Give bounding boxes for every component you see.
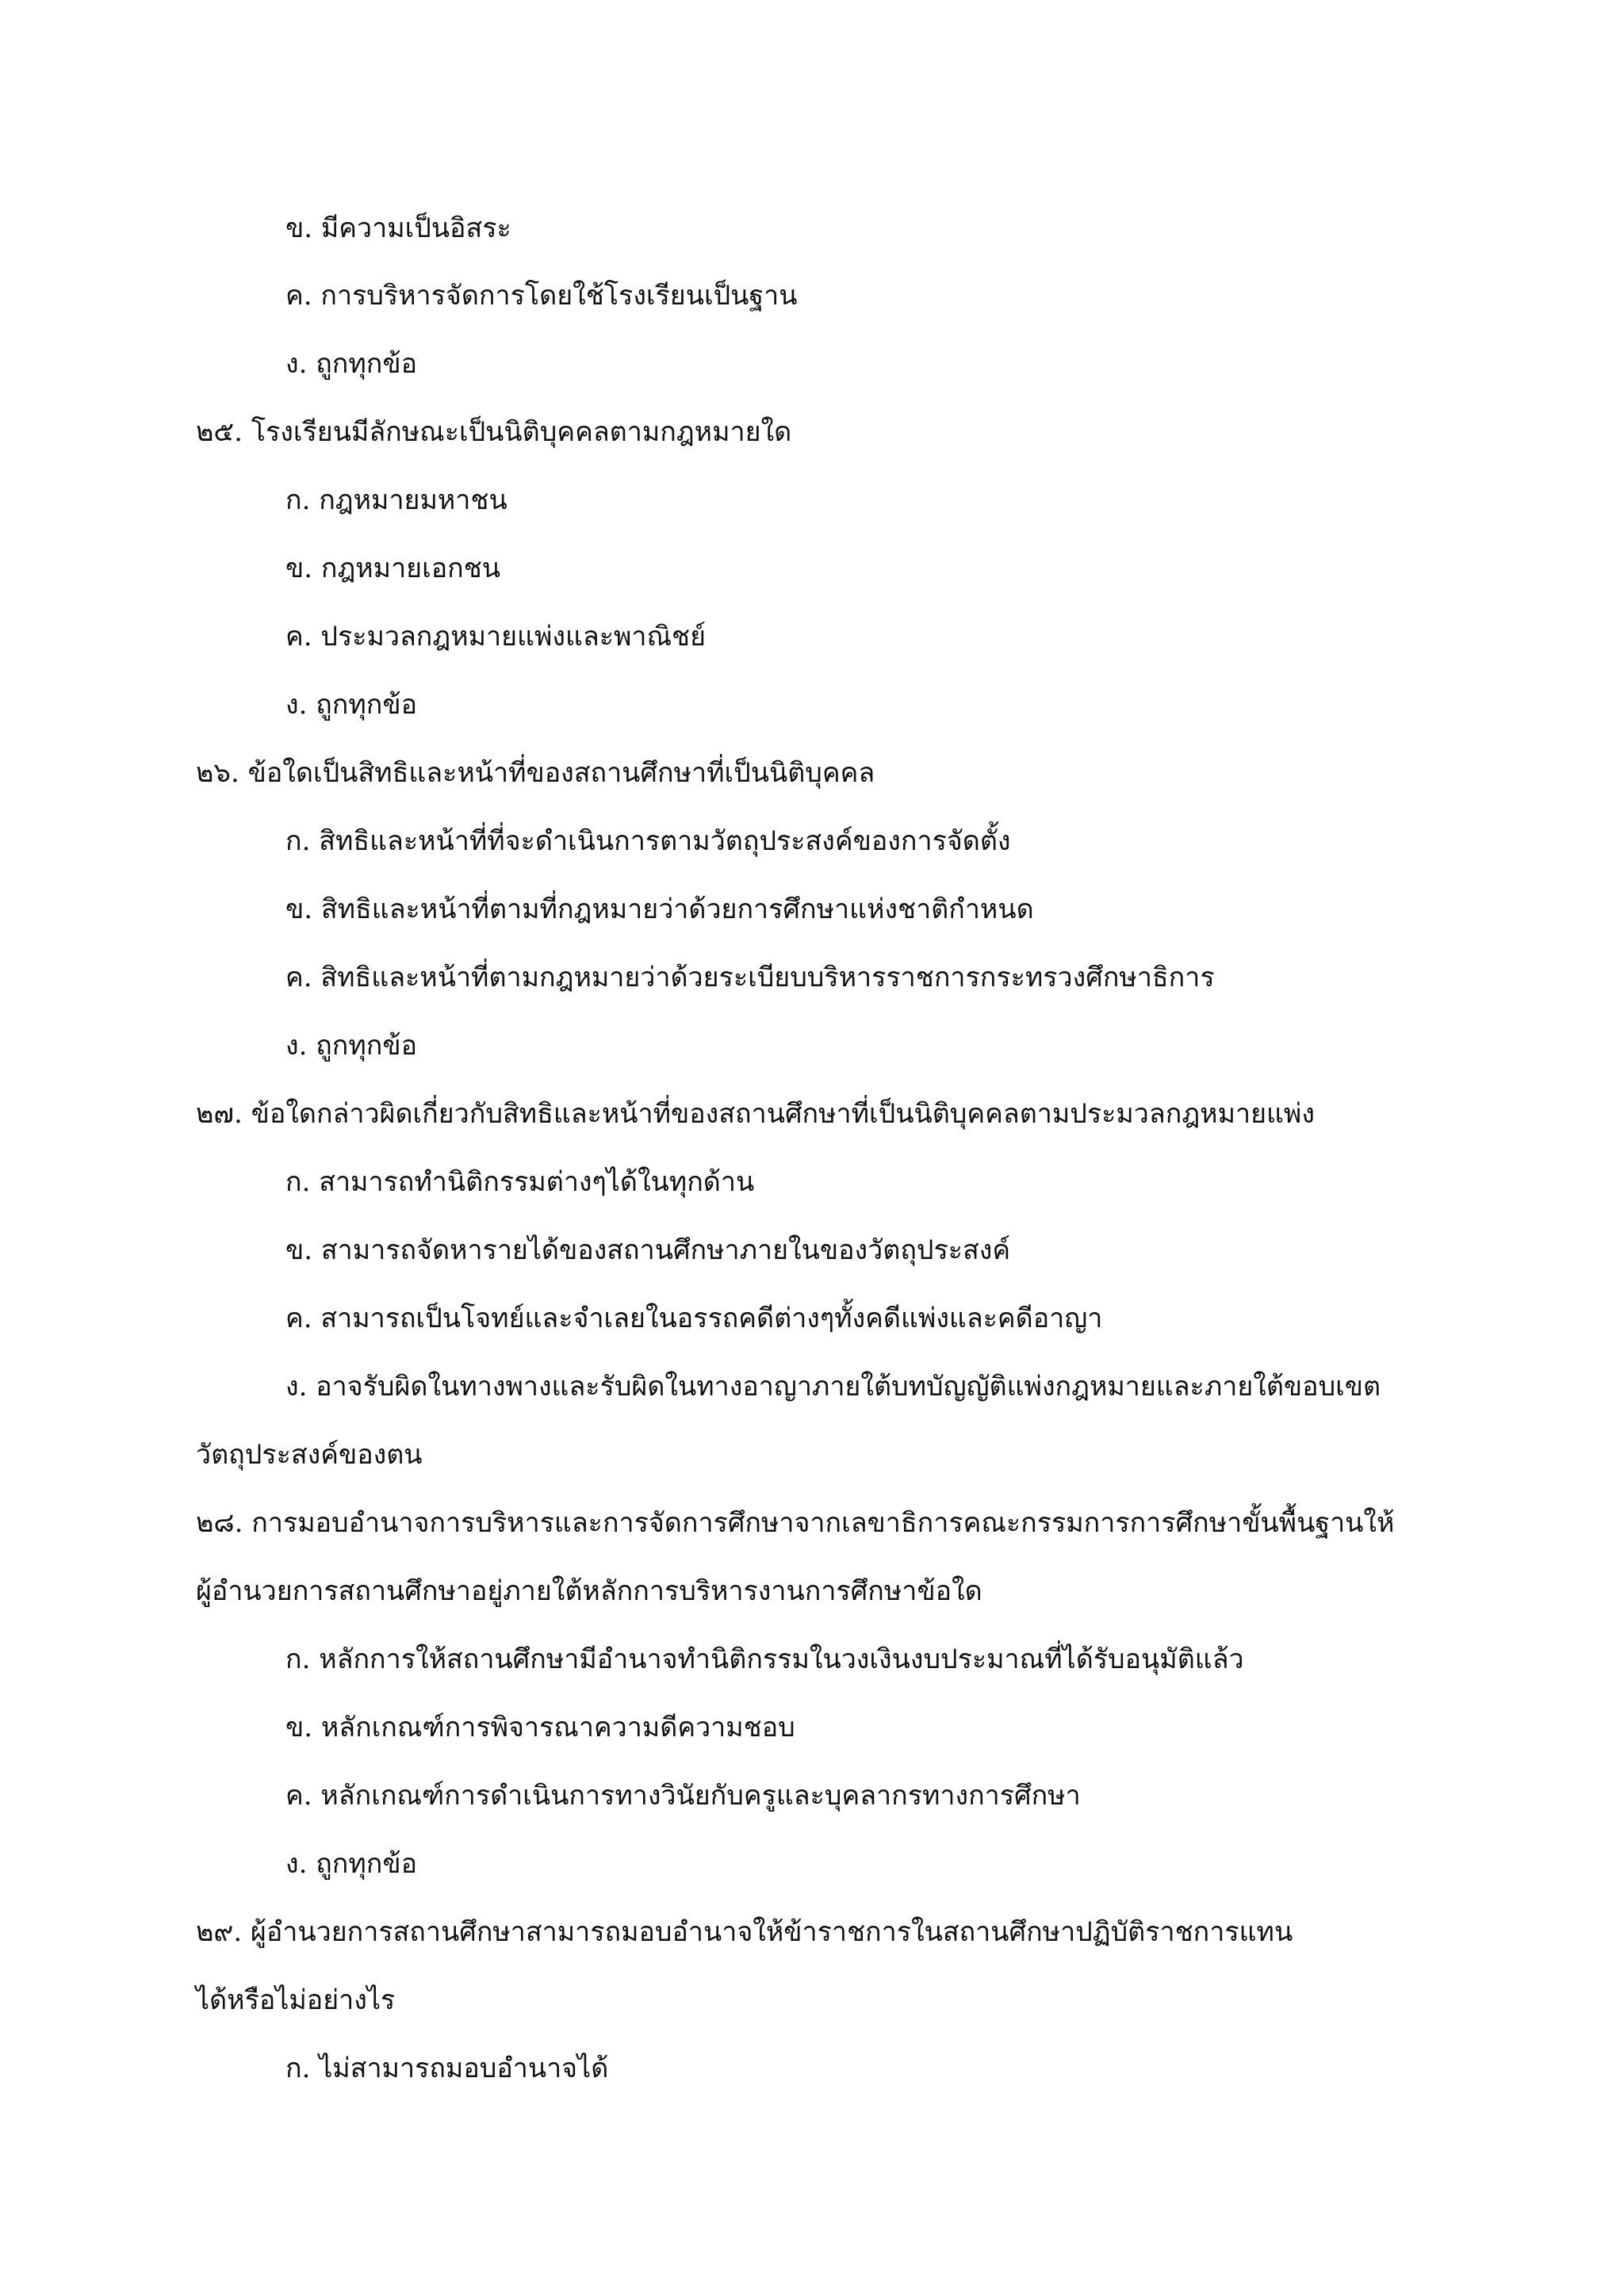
q25-option-a: ก. กฎหมายมหาชน — [285, 484, 508, 516]
q28-option-c: ค. หลักเกณฑ์การดำเนินการทางวินัยกับครูและบุคลากรทางการศึกษา — [285, 1780, 1081, 1812]
q25-option-b: ข. กฎหมายเอกชน — [285, 553, 501, 584]
option-c: ค. การบริหารจัดการโดยใช้โรงเรียนเป็นฐาน — [285, 280, 798, 312]
question-28: ๒๘. การมอบอำนาจการบริหารและการจัดการศึกษาจากเลขาธิการคณะกรรมการการศึกษาขั้นพื้นฐานให้ — [196, 1507, 1395, 1539]
q27-option-a: ก. สามารถทำนิติกรรมต่างๆได้ในทุกด้าน — [285, 1166, 755, 1198]
q26-option-a: ก. สิทธิและหน้าที่ที่จะดำเนินการตามวัตถุประสงค์ของการจัดตั้ง — [285, 825, 1011, 857]
q26-option-b: ข. สิทธิและหน้าที่ตามที่กฎหมายว่าด้วยการศึกษาแห่งชาติกำหนด — [285, 894, 1034, 925]
question-27: ๒๗. ข้อใดกล่าวผิดเกี่ยวกับสิทธิและหน้าที่ของสถานศึกษาที่เป็นนิติบุคคลตามประมวลกฎหมายแพ่ง — [196, 1098, 1315, 1130]
option-d: ง. ถูกทุกข้อ — [285, 348, 418, 380]
question-25: ๒๕. โรงเรียนมีลักษณะเป็นนิติบุคคลตามกฎหมายใด — [196, 416, 792, 448]
q27-option-b: ข. สามารถจัดหารายได้ของสถานศึกษาภายในของวัตถุประสงค์ — [285, 1234, 1011, 1266]
question-29-continued: ได้หรือไม่อย่างไร — [196, 1984, 396, 2016]
question-28-continued: ผู้อำนวยการสถานศึกษาอยู่ภายใต้หลักการบริหารงานการศึกษาข้อใด — [196, 1575, 982, 1607]
question-29: ๒๙. ผู้อำนวยการสถานศึกษาสามารถมอบอำนาจให้ข้าราชการในสถานศึกษาปฏิบัติราชการแทน — [196, 1916, 1293, 1948]
q27-option-d-continued: วัตถุประสงค์ของตน — [196, 1439, 423, 1471]
q26-option-d: ง. ถูกทุกข้อ — [285, 1030, 418, 1062]
q28-option-d: ง. ถูกทุกข้อ — [285, 1848, 418, 1880]
q26-option-c: ค. สิทธิและหน้าที่ตามกฎหมายว่าด้วยระเบียบบริหารราชการกระทรวงศึกษาธิการ — [285, 962, 1215, 993]
option-b: ข. มีความเป็นอิสระ — [285, 212, 511, 244]
q28-option-b: ข. หลักเกณฑ์การพิจารณาความดีความชอบ — [285, 1712, 795, 1743]
q25-option-c: ค. ประมวลกฎหมายแพ่งและพาณิชย์ — [285, 621, 707, 652]
question-26: ๒๖. ข้อใดเป็นสิทธิและหน้าที่ของสถานศึกษาที่เป็นนิติบุคคล — [196, 757, 875, 789]
q28-option-a: ก. หลักการให้สถานศึกษามีอำนาจทำนิติกรรมในวงเงินงบประมาณที่ได้รับอนุมัติแล้ว — [285, 1644, 1244, 1675]
q25-option-d: ง. ถูกทุกข้อ — [285, 689, 418, 721]
q29-option-a: ก. ไม่สามารถมอบอำนาจได้ — [285, 2053, 609, 2084]
q27-option-c: ค. สามารถเป็นโจทย์และจำเลยในอรรถคดีต่างๆทั้งคดีแพ่งและคดีอาญา — [285, 1303, 1103, 1334]
q27-option-d: ง. อาจรับผิดในทางพางและรับผิดในทางอาญาภายใต้บทบัญญัติแพ่งกฎหมายและภายใต้ขอบเขต — [285, 1371, 1381, 1402]
